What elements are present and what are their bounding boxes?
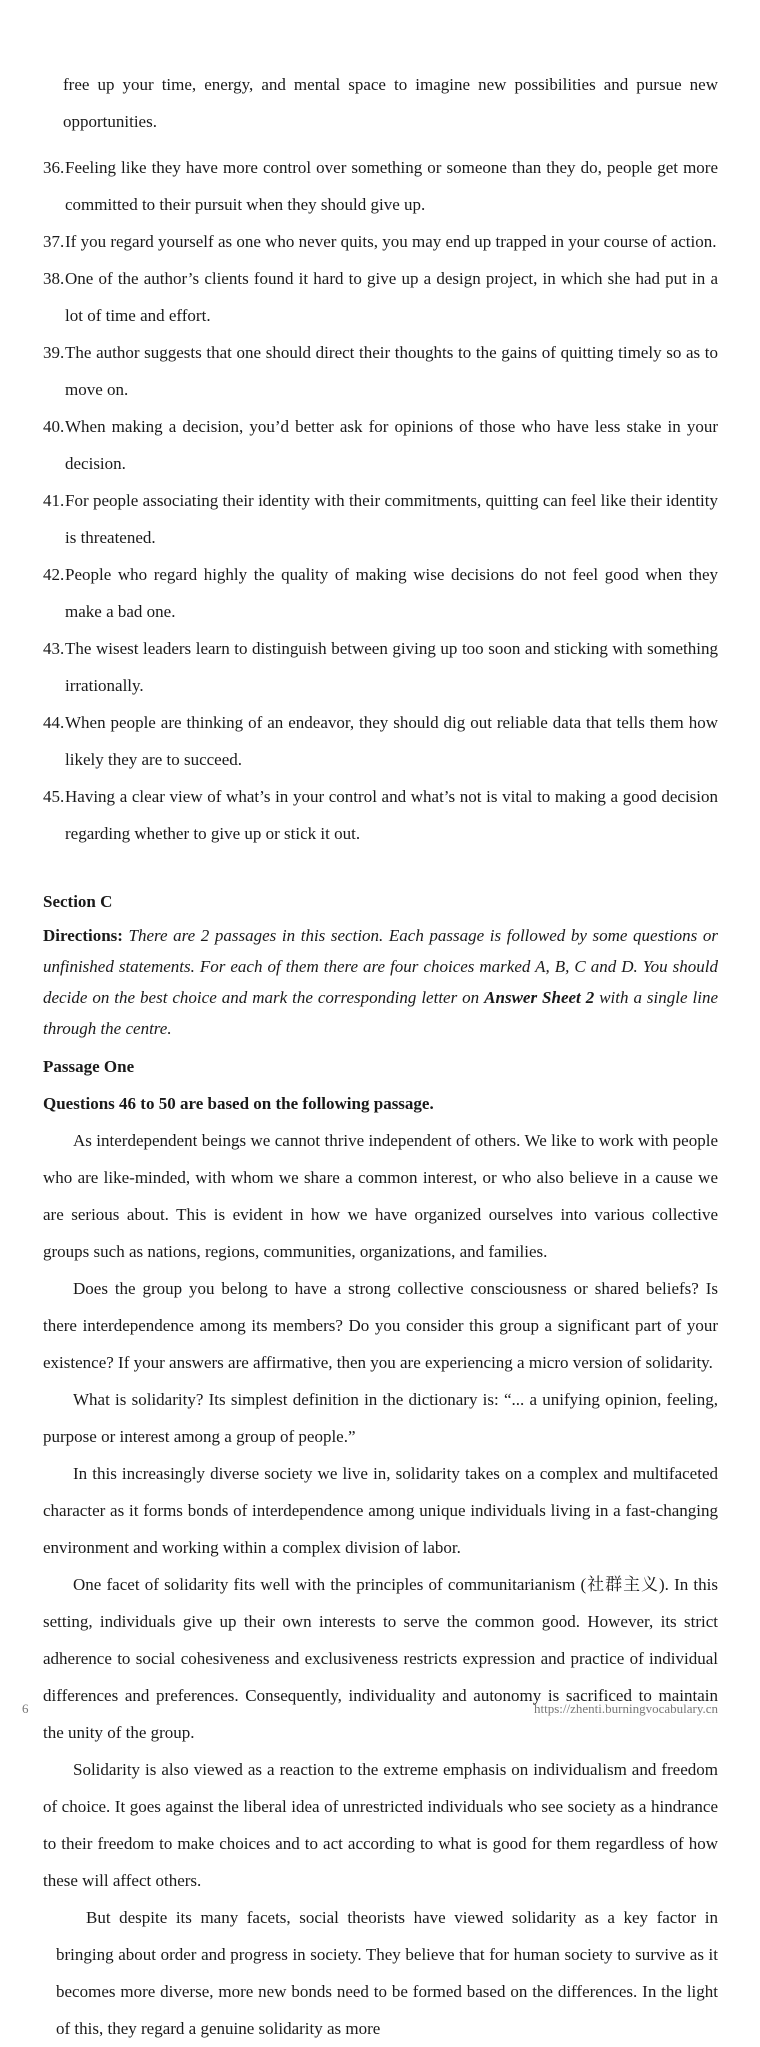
- footer-url: https://zhenti.burningvocabulary.cn: [534, 1701, 718, 1716]
- statement-item: [43, 556, 718, 630]
- directions-label: Directions:: [43, 926, 123, 945]
- answer-sheet-label: Answer Sheet 2: [484, 988, 595, 1007]
- statement-number: 39.: [43, 343, 65, 362]
- document-page: [43, 66, 718, 2047]
- statement-number: 41.: [43, 491, 65, 510]
- page-footer: [22, 1701, 718, 1717]
- statement-list: [43, 149, 718, 852]
- statement-number: 45.: [43, 787, 65, 806]
- section-title: Section C: [43, 892, 113, 911]
- directions-text-part: with a single line through the centre.: [43, 988, 718, 1038]
- statement-item: [43, 778, 718, 852]
- statement-number: 37.: [43, 232, 65, 251]
- directions: [43, 920, 718, 1044]
- statement-item: [43, 482, 718, 556]
- questions-heading: Questions 46 to 50 are based on the following passage.: [43, 1094, 434, 1113]
- passage-title: Passage One: [43, 1057, 135, 1076]
- passage-paragraph: Solidarity is also viewed as a reaction to the extreme emphasis on individualism and freedom of choice. It goes against the liberal idea of unrestricted individuals who see society as a hindrance to their freedom to make choices and to act according to what is good for them regardless of how these will affect others.: [43, 1760, 718, 1890]
- statement-item: [43, 630, 718, 704]
- page-number: 6: [22, 1701, 29, 1716]
- statement-text: When people are thinking of an endeavor, they should dig out reliable data that tells them how likely they are to succeed.: [65, 713, 718, 769]
- statement-item: [43, 334, 718, 408]
- passage-paragraph: Does the group you belong to have a strong collective consciousness or shared beliefs? Is there interdependence among its members? Do you consider this group a significant part of your existence? If your answers are affirmative, then you are experiencing a micro version of solidarity.: [43, 1279, 718, 1372]
- statement-number: 43.: [43, 639, 65, 658]
- passage-paragraph: In this increasingly diverse society we live in, solidarity takes on a complex and multifaceted character as it forms bonds of interdependence among unique individuals living in a fast-changing environment and working within a complex division of labor.: [43, 1464, 718, 1557]
- passage-body: [43, 1122, 718, 2047]
- passage-paragraph: As interdependent beings we cannot thrive independent of others. We like to work with people who are like-minded, with whom we share a common interest, or who also believe in a cause we are serious about. This is evident in how we have organized ourselves into various collective groups such as nations, regions, communities, organizations, and families.: [43, 1131, 718, 1261]
- statement-text: The author suggests that one should direct their thoughts to the gains of quitting timely so as to move on.: [65, 343, 718, 399]
- passage-paragraph: What is solidarity? Its simplest definition in the dictionary is: “... a unifying opinion, feeling, purpose or interest among a group of people.”: [43, 1390, 718, 1446]
- statement-text: For people associating their identity with their commitments, quitting can feel like their identity is threatened.: [65, 491, 718, 547]
- statement-text: If you regard yourself as one who never quits, you may end up trapped in your course of action.: [65, 232, 717, 251]
- statement-item: [43, 260, 718, 334]
- statement-item: [43, 223, 718, 260]
- directions-text-part: There are 2 passages in this section. Each passage is followed by some questions or unfinished statements. For each of them there are four choices marked A, B, C and D. You should decide on the best choice and mark the corresponding letter on: [43, 926, 718, 1007]
- statement-item: [43, 704, 718, 778]
- statement-number: 44.: [43, 713, 65, 732]
- statement-item: [43, 408, 718, 482]
- statement-number: 38.: [43, 269, 65, 288]
- statement-number: 42.: [43, 565, 65, 584]
- passage-paragraph: But despite its many facets, social theorists have viewed solidarity as a key factor in bringing about order and progress in society. They believe that for human society to survive as it becomes more diverse, more new bonds need to be formed based on the differences. In the light of this, they regard a genuine solidarity as more: [56, 1908, 718, 2038]
- directions-text: [43, 926, 718, 1038]
- statement-text: The wisest leaders learn to distinguish between giving up too soon and sticking with something irrationally.: [65, 639, 718, 695]
- statement-text: Feeling like they have more control over something or someone than they do, people get more committed to their pursuit when they should give up.: [65, 158, 718, 214]
- continued-line: free up your time, energy, and mental space to imagine new possibilities and pursue new opportunities.: [63, 75, 718, 131]
- passage-paragraph: One facet of solidarity fits well with the principles of communitarianism (社群主义). In this setting, individuals give up their own interests to serve the common good. However, its strict adherence to social cohesiveness and exclusiveness restricts expression and practice of individual differences and preferences. Consequently, individuality and autonomy is sacrificed to maintain the unity of the group.: [43, 1575, 718, 1742]
- statement-number: 36.: [43, 158, 65, 177]
- statement-text: One of the author’s clients found it hard to give up a design project, in which she had put in a lot of time and effort.: [65, 269, 718, 325]
- statement-text: Having a clear view of what’s in your control and what’s not is vital to making a good decision regarding whether to give up or stick it out.: [65, 787, 718, 843]
- statement-text: When making a decision, you’d better ask for opinions of those who have less stake in your decision.: [65, 417, 718, 473]
- statement-text: People who regard highly the quality of making wise decisions do not feel good when they make a bad one.: [65, 565, 718, 621]
- statement-number: 40.: [43, 417, 65, 436]
- statement-item: [43, 149, 718, 223]
